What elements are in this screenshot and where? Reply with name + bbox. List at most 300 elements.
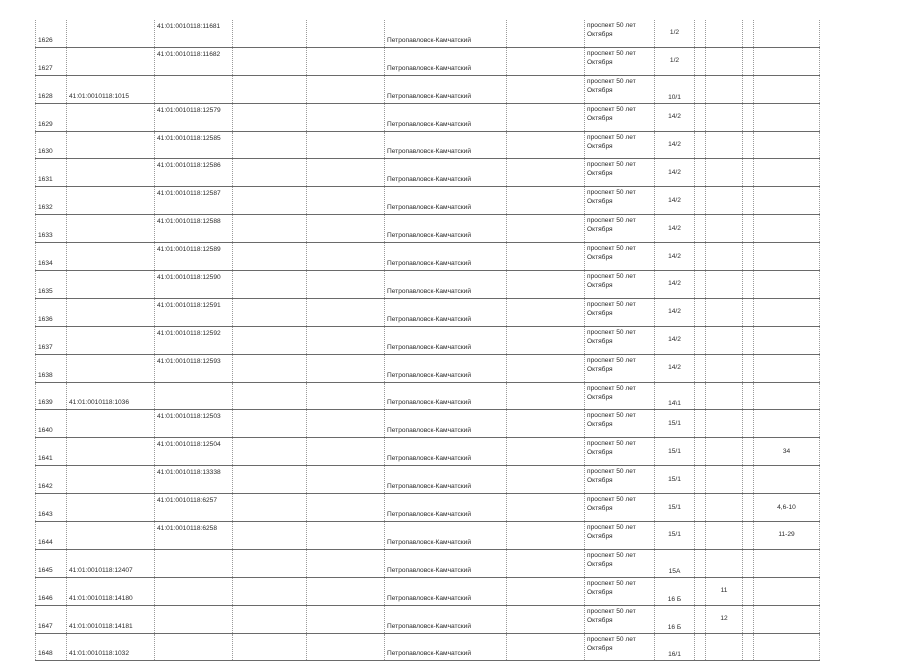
empty-cell [743, 522, 754, 550]
city-cell: Петропавловск-Камчатский [385, 549, 507, 577]
street-line-1: проспект 50 лет [587, 551, 636, 559]
empty-cell [695, 633, 706, 661]
row-number-cell: 1631 [36, 159, 67, 187]
register-sheet [35, 20, 820, 661]
apartment-cell [754, 187, 820, 215]
table-row [36, 382, 820, 410]
empty-cell [233, 605, 307, 633]
row-number-cell: 1640 [36, 410, 67, 438]
apartment-cell [754, 382, 820, 410]
empty-cell [307, 577, 385, 605]
empty-cell [743, 75, 754, 103]
street-cell [585, 187, 655, 215]
street-line-1: проспект 50 лет [587, 245, 636, 253]
building-cell [706, 215, 743, 243]
empty-cell [743, 410, 754, 438]
row-number-cell: 1643 [36, 494, 67, 522]
empty-cell [507, 605, 585, 633]
empty-cell [307, 75, 385, 103]
cadastral-number-cell [67, 20, 155, 47]
empty-cell [233, 633, 307, 661]
building-cell [706, 298, 743, 326]
house-number-cell: 16 Б [655, 577, 695, 605]
apartment-cell [754, 298, 820, 326]
empty-cell [307, 103, 385, 131]
premises-cadastral-cell: 41:01:0010118:12590 [155, 271, 233, 299]
building-cell [706, 47, 743, 75]
premises-cadastral-cell: 41:01:0010118:12579 [155, 103, 233, 131]
table-row [36, 605, 820, 633]
empty-cell [307, 438, 385, 466]
apartment-cell [754, 103, 820, 131]
empty-cell [695, 243, 706, 271]
table-row [36, 522, 820, 550]
empty-cell [233, 549, 307, 577]
row-number-cell: 1633 [36, 215, 67, 243]
city-cell: Петропавловск-Камчатский [385, 159, 507, 187]
table-row [36, 326, 820, 354]
empty-cell [307, 131, 385, 159]
street-line-1: проспект 50 лет [587, 273, 636, 281]
street-cell [585, 20, 655, 47]
empty-cell [695, 354, 706, 382]
empty-cell [695, 47, 706, 75]
cadastral-number-cell [67, 438, 155, 466]
house-number-cell: 15/1 [655, 438, 695, 466]
street-line-2: Октября [587, 421, 613, 429]
building-cell [706, 438, 743, 466]
city-cell: Петропавловск-Камчатский [385, 20, 507, 47]
building-cell: 11 [706, 577, 743, 605]
empty-cell [307, 605, 385, 633]
empty-cell [233, 326, 307, 354]
street-cell [585, 438, 655, 466]
row-number-cell: 1639 [36, 382, 67, 410]
table-row [36, 103, 820, 131]
empty-cell [695, 298, 706, 326]
table-row [36, 47, 820, 75]
empty-cell [507, 326, 585, 354]
cadastral-number-cell [67, 187, 155, 215]
house-number-cell: 14/2 [655, 215, 695, 243]
city-cell: Петропавловск-Камчатский [385, 410, 507, 438]
empty-cell [307, 187, 385, 215]
apartment-cell: 4,6-10 [754, 494, 820, 522]
house-number-cell: 1/2 [655, 20, 695, 47]
street-line-2: Октября [587, 114, 613, 122]
city-cell: Петропавловск-Камчатский [385, 438, 507, 466]
street-line-1: проспект 50 лет [587, 412, 636, 420]
empty-cell [507, 159, 585, 187]
premises-cadastral-cell [155, 382, 233, 410]
empty-cell [743, 159, 754, 187]
street-line-1: проспект 50 лет [587, 161, 636, 169]
premises-cadastral-cell: 41:01:0010118:12588 [155, 215, 233, 243]
street-line-2: Октября [587, 365, 613, 373]
apartment-cell [754, 131, 820, 159]
street-line-2: Октября [587, 309, 613, 317]
empty-cell [233, 131, 307, 159]
empty-cell [233, 382, 307, 410]
building-cell [706, 271, 743, 299]
street-line-2: Октября [587, 142, 613, 150]
empty-cell [307, 298, 385, 326]
table-row [36, 577, 820, 605]
empty-cell [695, 382, 706, 410]
premises-cadastral-cell [155, 633, 233, 661]
row-number-cell: 1641 [36, 438, 67, 466]
house-number-cell: 1/2 [655, 47, 695, 75]
house-number-cell: 14/2 [655, 243, 695, 271]
table-row [36, 20, 820, 47]
empty-cell [233, 215, 307, 243]
premises-cadastral-cell [155, 605, 233, 633]
empty-cell [695, 20, 706, 47]
empty-cell [695, 494, 706, 522]
cadastral-number-cell [67, 159, 155, 187]
table-row [36, 466, 820, 494]
street-cell [585, 494, 655, 522]
premises-cadastral-cell [155, 549, 233, 577]
house-number-cell: 15А [655, 549, 695, 577]
city-cell: Петропавловск-Камчатский [385, 271, 507, 299]
building-cell [706, 75, 743, 103]
cadastral-number-cell: 41:01:0010118:12407 [67, 549, 155, 577]
cadastral-number-cell [67, 298, 155, 326]
empty-cell [695, 326, 706, 354]
cadastral-number-cell [67, 47, 155, 75]
premises-cadastral-cell: 41:01:0010118:6257 [155, 494, 233, 522]
city-cell: Петропавловск-Камчатский [385, 326, 507, 354]
empty-cell [507, 271, 585, 299]
house-number-cell: 15/1 [655, 522, 695, 550]
row-number-cell: 1642 [36, 466, 67, 494]
premises-cadastral-cell: 41:01:0010118:12504 [155, 438, 233, 466]
city-cell: Петропавловск-Камчатский [385, 215, 507, 243]
street-line-1: проспект 50 лет [587, 22, 636, 29]
empty-cell [307, 215, 385, 243]
street-line-2: Октября [587, 505, 613, 513]
street-cell [585, 605, 655, 633]
empty-cell [507, 354, 585, 382]
street-line-2: Октября [587, 588, 613, 596]
house-number-cell: 14/2 [655, 159, 695, 187]
house-number-cell: 15/1 [655, 494, 695, 522]
empty-cell [233, 47, 307, 75]
street-cell [585, 271, 655, 299]
cadastral-number-cell [67, 326, 155, 354]
house-number-cell: 16 Б [655, 605, 695, 633]
empty-cell [743, 271, 754, 299]
street-cell [585, 215, 655, 243]
premises-cadastral-cell [155, 577, 233, 605]
table-body [36, 20, 820, 661]
empty-cell [307, 47, 385, 75]
empty-cell [695, 103, 706, 131]
empty-cell [507, 75, 585, 103]
row-number-cell: 1646 [36, 577, 67, 605]
empty-cell [743, 549, 754, 577]
empty-cell [233, 243, 307, 271]
city-cell: Петропавловск-Камчатский [385, 187, 507, 215]
building-cell [706, 382, 743, 410]
street-line-1: проспект 50 лет [587, 496, 636, 504]
row-number-cell: 1637 [36, 326, 67, 354]
row-number-cell: 1648 [36, 633, 67, 661]
city-cell: Петропавловск-Камчатский [385, 466, 507, 494]
cadastral-number-cell: 41:01:0010118:14181 [67, 605, 155, 633]
empty-cell [233, 354, 307, 382]
table-row [36, 187, 820, 215]
street-line-2: Октября [587, 282, 613, 290]
street-line-2: Октября [587, 393, 613, 401]
cadastral-number-cell: 41:01:0010118:1015 [67, 75, 155, 103]
row-number-cell: 1632 [36, 187, 67, 215]
empty-cell [695, 271, 706, 299]
premises-cadastral-cell: 41:01:0010118:12586 [155, 159, 233, 187]
building-cell [706, 20, 743, 47]
table-row [36, 410, 820, 438]
premises-cadastral-cell: 41:01:0010118:11681 [155, 20, 233, 47]
empty-cell [695, 438, 706, 466]
empty-cell [507, 382, 585, 410]
building-cell [706, 549, 743, 577]
empty-cell [233, 577, 307, 605]
empty-cell [307, 633, 385, 661]
street-cell [585, 633, 655, 661]
empty-cell [233, 298, 307, 326]
row-number-cell: 1638 [36, 354, 67, 382]
building-cell [706, 354, 743, 382]
empty-cell [233, 75, 307, 103]
street-line-1: проспект 50 лет [587, 635, 636, 643]
table-row [36, 438, 820, 466]
row-number-cell: 1627 [36, 47, 67, 75]
street-line-1: проспект 50 лет [587, 77, 636, 85]
empty-cell [507, 494, 585, 522]
street-cell [585, 549, 655, 577]
table-row [36, 354, 820, 382]
city-cell: Петропавловск-Камчатский [385, 243, 507, 271]
house-number-cell: 14/2 [655, 326, 695, 354]
premises-cadastral-cell: 41:01:0010118:12503 [155, 410, 233, 438]
empty-cell [507, 549, 585, 577]
empty-cell [233, 271, 307, 299]
cadastral-number-cell [67, 494, 155, 522]
empty-cell [307, 549, 385, 577]
row-number-cell: 1629 [36, 103, 67, 131]
apartment-cell [754, 271, 820, 299]
city-cell: Петропавловск-Камчатский [385, 382, 507, 410]
empty-cell [233, 466, 307, 494]
apartment-cell [754, 243, 820, 271]
building-cell [706, 159, 743, 187]
street-line-2: Октября [587, 449, 613, 457]
empty-cell [307, 326, 385, 354]
empty-cell [307, 271, 385, 299]
apartment-cell [754, 47, 820, 75]
empty-cell [507, 103, 585, 131]
empty-cell [233, 103, 307, 131]
street-cell [585, 47, 655, 75]
apartment-cell [754, 159, 820, 187]
city-cell: Петропавловск-Камчатский [385, 131, 507, 159]
apartment-cell [754, 75, 820, 103]
empty-cell [307, 354, 385, 382]
table-row [36, 215, 820, 243]
empty-cell [743, 466, 754, 494]
house-number-cell: 14\1 [655, 382, 695, 410]
empty-cell [695, 131, 706, 159]
premises-cadastral-cell: 41:01:0010118:12589 [155, 243, 233, 271]
city-cell: Петропавловск-Камчатский [385, 75, 507, 103]
building-cell [706, 131, 743, 159]
building-cell [706, 103, 743, 131]
empty-cell [507, 298, 585, 326]
cadastral-number-cell [67, 215, 155, 243]
street-line-2: Октября [587, 86, 613, 94]
row-number-cell: 1644 [36, 522, 67, 550]
premises-cadastral-cell: 41:01:0010118:6258 [155, 522, 233, 550]
cadastral-number-cell [67, 410, 155, 438]
street-line-1: проспект 50 лет [587, 49, 636, 57]
city-cell: Петропавловск-Камчатский [385, 605, 507, 633]
apartment-cell [754, 633, 820, 661]
empty-cell [695, 577, 706, 605]
row-number-cell: 1634 [36, 243, 67, 271]
table-row [36, 298, 820, 326]
empty-cell [307, 522, 385, 550]
street-cell [585, 382, 655, 410]
house-number-cell: 14/2 [655, 187, 695, 215]
table-row [36, 549, 820, 577]
building-cell [706, 326, 743, 354]
house-number-cell: 14/2 [655, 131, 695, 159]
city-cell: Петропавловск-Камчатский [385, 354, 507, 382]
street-line-2: Октября [587, 226, 613, 234]
house-number-cell: 14/2 [655, 298, 695, 326]
building-cell [706, 633, 743, 661]
premises-cadastral-cell: 41:01:0010118:12587 [155, 187, 233, 215]
empty-cell [507, 47, 585, 75]
building-cell [706, 410, 743, 438]
street-cell [585, 466, 655, 494]
cadastral-number-cell [67, 103, 155, 131]
street-cell [585, 298, 655, 326]
empty-cell [695, 466, 706, 494]
empty-cell [743, 382, 754, 410]
empty-cell [695, 159, 706, 187]
premises-cadastral-cell: 41:01:0010118:12585 [155, 131, 233, 159]
empty-cell [695, 410, 706, 438]
building-cell [706, 187, 743, 215]
table-row [36, 75, 820, 103]
street-cell [585, 326, 655, 354]
premises-cadastral-cell: 41:01:0010118:12591 [155, 298, 233, 326]
empty-cell [507, 522, 585, 550]
empty-cell [743, 605, 754, 633]
empty-cell [743, 131, 754, 159]
house-number-cell: 15/1 [655, 410, 695, 438]
empty-cell [743, 298, 754, 326]
city-cell: Петропавловск-Камчатский [385, 47, 507, 75]
empty-cell [233, 494, 307, 522]
premises-cadastral-cell: 41:01:0010118:12592 [155, 326, 233, 354]
cadastral-number-cell [67, 243, 155, 271]
empty-cell [743, 577, 754, 605]
empty-cell [507, 577, 585, 605]
street-line-2: Октября [587, 533, 613, 541]
empty-cell [233, 438, 307, 466]
empty-cell [743, 494, 754, 522]
empty-cell [307, 410, 385, 438]
cadastral-number-cell [67, 466, 155, 494]
empty-cell [233, 522, 307, 550]
empty-cell [233, 187, 307, 215]
empty-cell [695, 187, 706, 215]
city-cell: Петропавловск-Камчатский [385, 494, 507, 522]
building-cell: 12 [706, 605, 743, 633]
empty-cell [743, 633, 754, 661]
empty-cell [307, 466, 385, 494]
street-line-2: Октября [587, 170, 613, 178]
street-line-1: проспект 50 лет [587, 300, 636, 308]
row-number-cell: 1630 [36, 131, 67, 159]
street-line-2: Октября [587, 31, 613, 38]
empty-cell [743, 187, 754, 215]
empty-cell [507, 438, 585, 466]
premises-cadastral-cell: 41:01:0010118:13338 [155, 466, 233, 494]
street-line-2: Октября [587, 644, 613, 652]
empty-cell [507, 633, 585, 661]
empty-cell [507, 20, 585, 47]
street-line-1: проспект 50 лет [587, 384, 636, 392]
cadastral-number-cell [67, 522, 155, 550]
street-cell [585, 522, 655, 550]
table-row [36, 271, 820, 299]
empty-cell [307, 159, 385, 187]
street-line-1: проспект 50 лет [587, 328, 636, 336]
street-line-1: проспект 50 лет [587, 440, 636, 448]
building-cell [706, 494, 743, 522]
empty-cell [507, 187, 585, 215]
empty-cell [507, 410, 585, 438]
street-cell [585, 159, 655, 187]
premises-cadastral-cell [155, 75, 233, 103]
house-number-cell: 14/2 [655, 271, 695, 299]
street-line-1: проспект 50 лет [587, 189, 636, 197]
row-number-cell: 1645 [36, 549, 67, 577]
street-cell [585, 577, 655, 605]
empty-cell [743, 438, 754, 466]
apartment-cell [754, 20, 820, 47]
premises-cadastral-cell: 41:01:0010118:12593 [155, 354, 233, 382]
street-line-2: Октября [587, 254, 613, 262]
empty-cell [307, 243, 385, 271]
street-line-2: Октября [587, 198, 613, 206]
empty-cell [307, 382, 385, 410]
street-line-1: проспект 50 лет [587, 607, 636, 615]
cadastral-number-cell [67, 271, 155, 299]
cadastral-number-cell: 41:01:0010118:1036 [67, 382, 155, 410]
street-line-2: Октября [587, 477, 613, 485]
cadastral-number-cell: 41:01:0010118:14180 [67, 577, 155, 605]
empty-cell [507, 215, 585, 243]
apartment-cell [754, 577, 820, 605]
house-number-cell: 14/2 [655, 354, 695, 382]
cadastral-number-cell: 41:01:0010118:1032 [67, 633, 155, 661]
street-cell [585, 243, 655, 271]
